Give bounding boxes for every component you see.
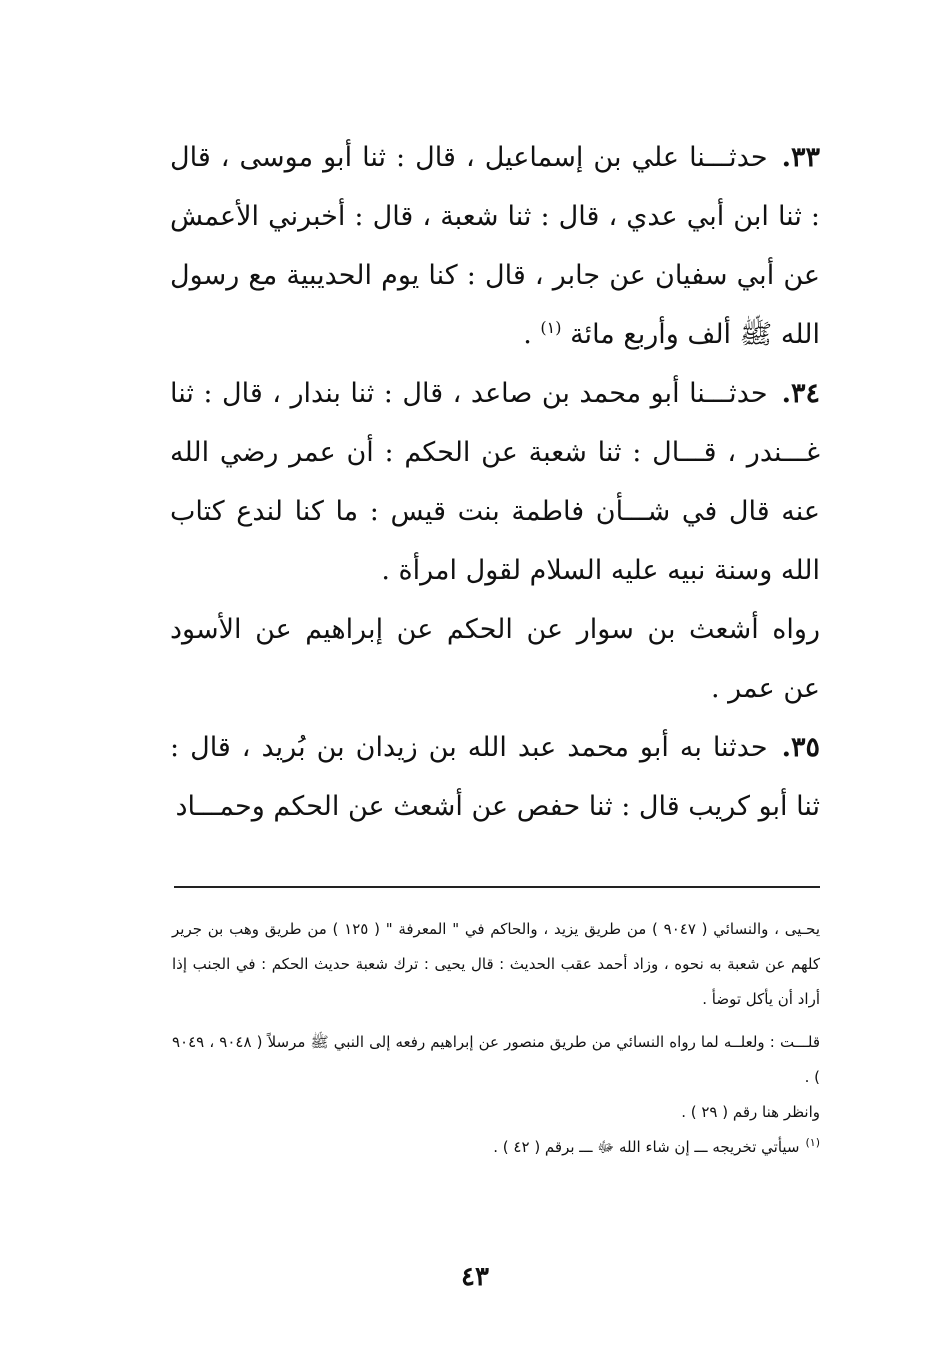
footnote-1-text: سيأتي تخريجه ـــ إن شاء الله ﷻ ـــ برقم ( ٤٢ ) .: [493, 1138, 800, 1156]
hadith-text: حدثـــنا أبو محمد بن صاعد ، قال : ثنا بندار ، قال : ثنا غـــندر ، قـــال : ثنا شعبة عن الحكم : أن عمر رضي الله عنه قال في شـــأن فاطمة بنت قيس : ما كنا لندع كتاب الله وسنة نبيه عليه السلام لقول امرأة .: [170, 378, 820, 586]
footnote-qultu: قلـــت : ولعلــه لما رواه النسائي من طريق منصور عن إبراهيم رفعه إلى النبي ﷺ مرسلاً ( ٩٠٤٨ ، ٩٠٤٩ ) .: [172, 1033, 820, 1086]
hadith-text: حدثـــنا علي بن إسماعيل ، قال : ثنا أبو موسى ، قال : ثنا ابن أبي عدي ، قال : ثنا شعبة ، قال : أخبرني الأعمش عن أبي سفيان عن جابر ، قال : كنا يوم الحديبية مع رسول الله ﷺ ألف وأربع مائة: [170, 142, 820, 350]
main-text-block: [170, 128, 820, 836]
footnote-1: [172, 1130, 820, 1165]
hadith-number: ٣٥.: [781, 732, 820, 763]
hadith-text: حدثنا به أبو محمد عبد الله بن زيدان بن بُريد ، قال : ثنا أبو كريب قال : ثنا حفص عن أشعث عن الحكم وحمـــاد: [170, 732, 820, 822]
hadith-number: ٣٤.: [781, 378, 820, 409]
footnote-gap: [172, 1017, 820, 1025]
footnote-1-marker: (١): [805, 1136, 820, 1149]
sentence-end: .: [523, 319, 541, 350]
footnote-continuation: يحـيى ، والنسائي ( ٩٠٤٧ ) من طريق يزيد ، والحاكم في " المعرفة " ( ١٢٥ ) من طريق وهب بن جرير كلهم عن شعبة به نحوه ، وزاد أحمد عقب الحديث : قال يحيى : ترك شعبة حديث الحكم : في الجنب إذا أراد أن يأكل توضأ .: [172, 920, 821, 1008]
riwayah-text: رواه أشعث بن سوار عن الحكم عن إبراهيم عن الأسود عن عمر .: [170, 614, 820, 704]
hadith-number: ٣٣.: [781, 142, 820, 173]
page-number: ٤٣: [461, 1262, 489, 1292]
footnote-see-also: وانظر هنا رقم ( ٢٩ ) .: [681, 1103, 820, 1121]
hadith-35: [170, 718, 820, 836]
hadith-34: [170, 364, 820, 600]
footnotes-block: [172, 912, 820, 1165]
footnote-reference: (١): [540, 318, 562, 337]
riwayah-note: [170, 600, 820, 718]
footnote-separator: [174, 886, 820, 888]
hadith-33: [170, 128, 820, 364]
